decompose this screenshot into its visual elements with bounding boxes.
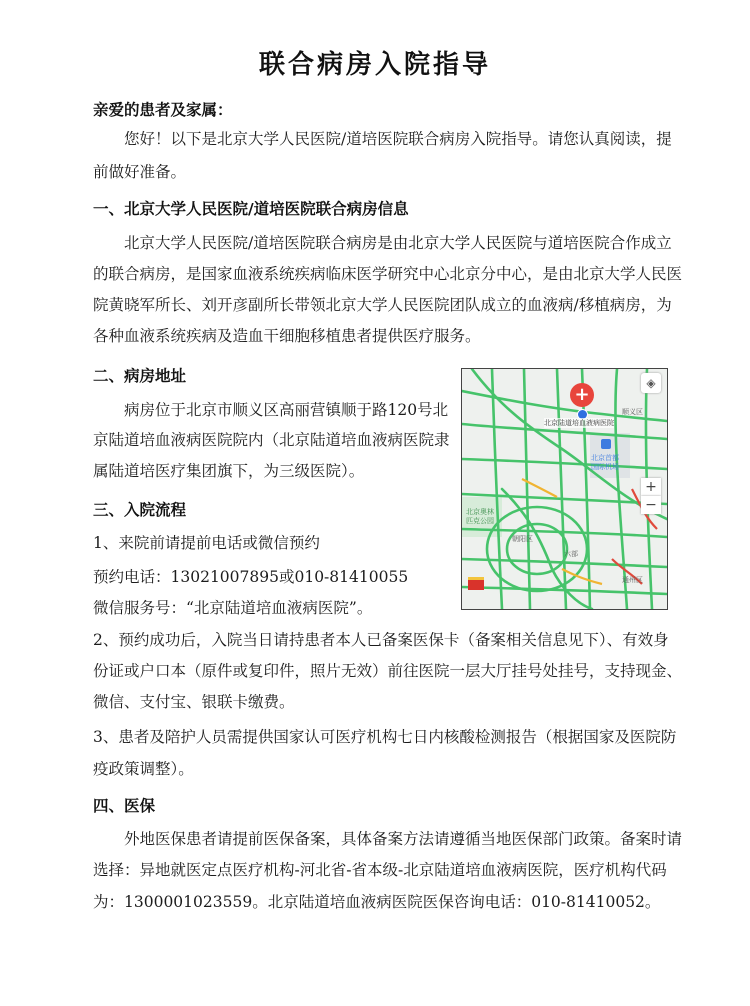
section-1-heading: 一、北京大学人民医院/道培医院联合病房信息 [93,200,409,218]
location-map[interactable] [461,368,668,610]
section-2-line-2: 京陆道培血液病医院院内（北京陆道培血液病医院隶 [93,431,450,449]
map-pin-icon[interactable]: + [570,383,594,407]
intro-line-1: 您好！以下是北京大学人民医院/道培医院联合病房入院指导。请您认真阅读，提 [124,130,672,148]
section-4-line-3: 为：1300001023559。北京陆道培血液病医院医保咨询电话：010-81410052。 [93,893,661,911]
map-shunyi-label: 顺义区 [622,408,643,416]
section-1-line-4: 各种血液系统疾病及造血干细胞移植患者提供医疗服务。 [93,327,481,345]
map-liuzhen-label: 六部 [564,550,578,558]
section-3-line-4: 2、预约成功后，入院当日请持患者本人已备案医保卡（备案相关信息见下）、有效身 [93,631,669,649]
map-airport-label-2: 国际机场 [591,463,619,471]
map-north-label-1: 北京奥林 [466,508,494,516]
section-2-line-1: 病房位于北京市顺义区高丽营镇顺于路120号北 [124,401,449,419]
section-1-line-1: 北京大学人民医院/道培医院联合病房是由北京大学人民医院与道培医院合作成立 [124,234,672,252]
section-3-line-6: 微信、支付宝、银联卡缴费。 [93,693,295,711]
section-3-line-8: 疫政策调整）。 [93,760,194,778]
tiananmen-icon [468,577,484,590]
map-layers-icon[interactable]: ◈ [641,373,661,393]
wechat-service: 微信服务号：“北京陆道培血液病医院”。 [93,599,373,617]
section-4-line-2: 选择：异地就医定点医疗机构-河北省-省本级-北京陆道培血液病医院，医疗机构代码 [93,861,667,879]
zoom-out-button[interactable]: − [641,496,661,514]
map-north-label-2: 匹克公园 [466,517,494,525]
section-2-line-3: 属陆道培医疗集团旗下，为三级医院）。 [93,462,365,480]
map-canvas [462,369,667,609]
section-1-line-2: 的联合病房，是国家血液系统疾病临床医学研究中心北京分中心，是由北京大学人民医 [93,265,683,283]
map-hospital-label: 北京陆道培血液病医院 [544,419,614,427]
intro-line-2: 前做好准备。 [93,163,187,181]
section-3-line-5: 份证或户口本（原件或复印件，照片无效）前往医院一层大厅挂号处挂号，支持现金、 [93,662,683,680]
section-2-heading: 二、病房地址 [93,367,187,385]
zoom-in-button[interactable]: + [641,478,661,496]
section-3-line-1: 1、来院前请提前电话或微信预约 [93,534,320,552]
section-4-heading: 四、医保 [93,797,156,815]
map-chaoyang-label: 朝阳区 [512,535,533,543]
appointment-phone: 预约电话：13021007895或010-81410055 [93,568,409,586]
greeting: 亲爱的患者及家属： [93,101,233,119]
map-airport-icon [601,439,611,449]
section-3-heading: 三、入院流程 [93,501,187,519]
section-1-line-3: 院黄晓军所长、刘开彦副所长带领北京大学人民医院团队成立的血液病/移植病房，为 [93,296,672,314]
section-4-line-1: 外地医保患者请提前医保备案，具体备案方法请遵循当地医保部门政策。备案时请 [124,830,683,848]
page-title: 联合病房入院指导 [258,50,491,80]
map-tongzhou-label: 通州区 [622,576,643,584]
map-airport-label-1: 北京首都 [591,454,619,462]
section-3-line-7: 3、患者及陪护人员需提供国家认可医疗机构七日内核酸检测报告（根据国家及医院防 [93,728,677,746]
